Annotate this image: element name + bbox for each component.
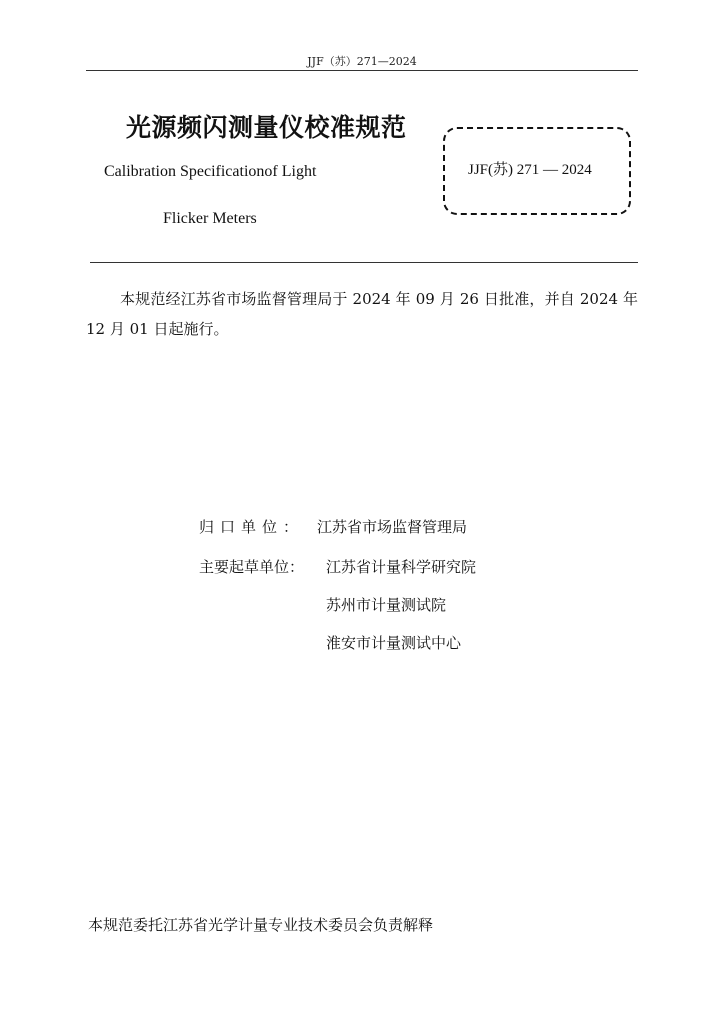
- drafting-unit-item: 淮安市计量测试中心: [326, 634, 462, 652]
- header-divider: [86, 70, 638, 71]
- responsible-unit-value: 江苏省市场监督管理局: [317, 518, 468, 536]
- drafting-unit-item: 苏州市计量测试院: [326, 596, 447, 614]
- drafting-unit-item: 江苏省计量科学研究院: [326, 558, 477, 576]
- document-title-english-line2: Flicker Meters: [163, 210, 257, 227]
- interpretation-note: 本规范委托江苏省光学计量专业技术委员会负责解释: [88, 916, 434, 934]
- specification-code: JJF(苏) 271 — 2024: [468, 162, 592, 178]
- drafting-units-label: 主要起草单位：: [199, 558, 305, 576]
- document-title-chinese: 光源频闪测量仪校准规范: [126, 113, 407, 142]
- header-document-code: JJF（苏）271—2024: [307, 55, 417, 68]
- document-title-english-line1: Calibration Specificationof Light: [104, 163, 317, 180]
- title-divider: [90, 262, 638, 263]
- approval-statement: 本规范经江苏省市场监督管理局于 2024 年 09 月 26 日批准，并自 2024 年 12 月 01 日起施行。: [86, 290, 638, 338]
- responsible-unit-label: 归口单位：: [199, 518, 305, 536]
